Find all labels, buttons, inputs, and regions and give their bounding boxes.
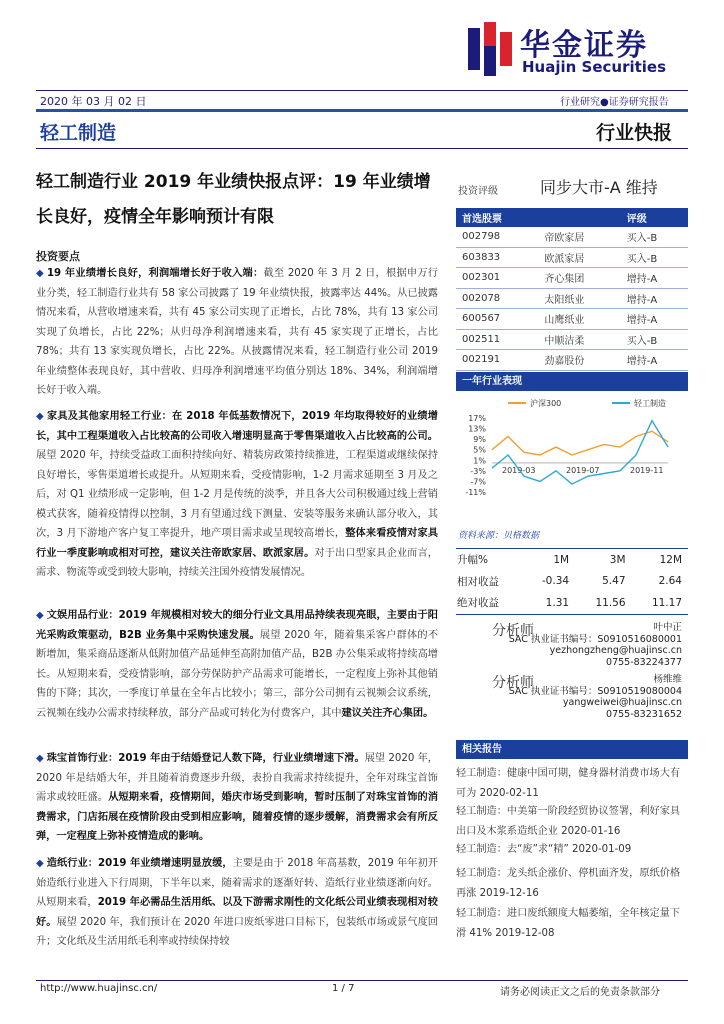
analyst-label: 分析师 <box>492 623 534 639</box>
table-header-row <box>456 208 688 227</box>
stock-name: 中顺洁柔 <box>538 329 620 350</box>
related-report-item[interactable]: 轻工制造：进口废纸额度大幅萎缩，全年核定量下滑 41% 2019-12-08 <box>456 908 681 939</box>
table-header-cell <box>538 208 620 227</box>
stock-code: 002798 <box>456 227 538 247</box>
chart-source: 资料来源：贝格数据 <box>458 531 540 541</box>
stock-rating: 增持-A <box>621 268 688 289</box>
y-tick-label: -7% <box>470 477 486 487</box>
rating-label: 投资评级 <box>458 186 498 197</box>
perf-value: 11.56 <box>575 592 631 614</box>
sector-title: 轻工制造 <box>40 122 117 144</box>
report-title: 轻工制造行业 2019 年业绩快报点评：19 年业绩增长良好，疫情全年影响预计有限 <box>36 172 431 227</box>
table-row <box>456 592 688 614</box>
footer-disclaimer: 请务必阅读正文之后的免责条款部分 <box>500 987 660 998</box>
x-tick-label: 2019-03 <box>502 465 536 475</box>
footer-url[interactable]: http://www.huajinsc.cn/ <box>40 983 158 994</box>
stock-code: 002078 <box>456 288 538 309</box>
table-row <box>456 329 688 350</box>
table-header-cell: 评级 <box>621 208 688 227</box>
table-header-cell: 首选股票 <box>456 208 538 227</box>
x-tick-label: 2019-07 <box>566 465 600 475</box>
analyst-phone: 0755-83224377 <box>606 656 682 668</box>
stock-rating: 买入-B <box>621 329 688 350</box>
footer-divider <box>36 980 688 981</box>
table-row <box>456 268 688 289</box>
legend-label: 沪深300 <box>530 399 562 408</box>
analyst-phone: 0755-83231652 <box>606 708 682 720</box>
table-row <box>456 571 688 593</box>
related-section-title: 相关报告 <box>456 740 688 759</box>
table-row <box>456 350 688 371</box>
stock-name: 欧派家居 <box>538 247 620 268</box>
analyst-email[interactable]: yezhongzheng@huajinsc.cn <box>549 645 682 656</box>
report-date: 2020 年 03 月 02 日 <box>40 95 147 108</box>
brand-name-cn: 华金证券 <box>520 28 648 63</box>
brand-name-en: Huajin Securities <box>522 58 667 76</box>
analyst-details <box>456 674 682 720</box>
table-header-cell: 3M <box>575 549 631 571</box>
bullet-icon: ◆ <box>36 268 44 279</box>
performance-section-title: 一年行业表现 <box>456 372 688 391</box>
stock-rating: 买入-B <box>621 227 688 247</box>
related-report-item[interactable]: 轻工制造：健康中国可期，健身器材消费市场大有可为 2020-02-11 <box>456 768 681 799</box>
stock-code: 002191 <box>456 350 538 371</box>
stock-name: 太阳纸业 <box>538 288 620 309</box>
table-header-cell: 升幅% <box>456 549 523 571</box>
rating-value: 同步大市-A 维持 <box>540 178 658 197</box>
perf-value: -0.34 <box>541 575 570 588</box>
paragraph-stationery: ◆ 文娱用品行业：2019 年规模相对较大的细分行业文具用品持续表现亮眼，主要由于阳光采购政策驱动，B2B 业务集中采购快速发展。展望 2020 年，随着集采客户群体的不断增加，集采商品逐渐从低附加值产品延伸至高附加值产品，B2B 办公集采或将持续高增长。从短期来看，受疫情影响，部分劳保防护产品需求可能增长，一定程度上弥补其他销售的下降；其次，一季度订单量在全年占比较小；第三，部分公司拥有云视频会议系统，云视频在线办公需求持续释放，部分产品或可转化为付费客户，其中建议关注齐心集团。 <box>36 610 439 719</box>
related-report-item[interactable]: 轻工制造：龙头纸企涨价、停机面齐发，原纸价格再涨 2019-12-16 <box>456 868 681 899</box>
stock-code: 002511 <box>456 329 538 350</box>
stock-rating: 增持-A <box>621 350 688 371</box>
y-tick-label: 9% <box>473 435 486 445</box>
table-row <box>456 288 688 309</box>
stock-rating: 买入-B <box>621 247 688 268</box>
report-category: 行业研究●证券研究报告 <box>560 97 669 108</box>
page-number: 1 / 7 <box>332 983 355 994</box>
key-points-label: 投资要点 <box>36 250 80 263</box>
header-divider <box>36 90 688 91</box>
stock-code: 600567 <box>456 309 538 330</box>
legend-label: 轻工制造 <box>634 399 666 408</box>
analyst-name: 叶中正 <box>653 622 682 633</box>
bullet-icon: ◆ <box>36 753 44 764</box>
stock-name: 劲嘉股份 <box>538 350 620 371</box>
stock-name: 山鹰纸业 <box>538 309 620 330</box>
y-tick-label: -11% <box>465 488 486 497</box>
huajin-logo-icon <box>468 22 512 76</box>
preferred-stocks-table <box>456 208 688 371</box>
stock-code: 603833 <box>456 247 538 268</box>
analyst-name: 杨维维 <box>653 674 682 685</box>
perf-value: 5.47 <box>602 575 626 588</box>
y-tick-label: -3% <box>470 466 486 476</box>
table-header-row <box>456 549 688 571</box>
table-row <box>456 227 688 247</box>
stock-code: 002301 <box>456 268 538 289</box>
table-row <box>456 247 688 268</box>
related-report-item[interactable]: 轻工制造：中美第一阶段经贸协议签署，利好家具出口及木浆系造纸企业 2020-01-16 <box>456 806 681 837</box>
stock-name: 齐心集团 <box>538 268 620 289</box>
table-header-cell: 12M <box>632 549 688 571</box>
stock-rating: 增持-A <box>621 288 688 309</box>
y-tick-label: 1% <box>473 456 486 466</box>
related-report-item[interactable]: 轻工制造：去“废”求“精” 2020-01-09 <box>456 844 632 855</box>
paragraph-furniture: ◆ 家具及其他家用轻工行业：在 2018 年低基数情况下，2019 年均取得较好的业绩增长，其中工程渠道收入占比较高的公司收入增速明显高于零售渠道收入占比较高的公司。展望 2020 年，持续受益政工面积持续向好、精装房政策持续推进，工程渠道或继续保持良好增长，零售渠道增长或提升。从短期来看，受疫情影响，1-2 月需求延期至 3 月及之后，对 Q1 业绩形成一定影响，但 1-2 月是传统的淡季，并且各大公司积极通过线上营销模式获客，随着疫情得以控制，3 月有望通过线下测量、安装等服务来确认部分收入，其次，3 月下游地产客户复工率提升，地产项目需求或呈现较高增长，整体来看疫情对家具行业一季度影响或相对可控，建议关注帝欧家居、欧派家居。对于出口型家具企业而言，需求、物流等或受到较大影响，持续关注国外疫情发展情况。 <box>36 411 439 578</box>
stock-rating: 增持-A <box>621 309 688 330</box>
header-divider-2 <box>36 148 688 149</box>
y-tick-label: 17% <box>468 414 486 423</box>
header-accent-bar <box>36 109 688 112</box>
perf-value: 1.31 <box>523 592 575 614</box>
bullet-icon: ◆ <box>36 858 44 869</box>
paragraph-jewelry: ◆ 珠宝首饰行业：2019 年由于结婚登记人数下降，行业业绩增速下滑。展望 2020 年，2020 年是结婚大年，并且随着消费逐步升级，表扮自我需求持续提升，全年对珠宝首饰需求或较旺盛。从短期来看，疫情期间，婚庆市场受到影响，暂时压制了对珠宝首饰的消费需求，门店拓展在疫情阶段由受到相应影响，随着疫情的逐步缓解，消费需求会有所反弹，一定程度上弥补疫情造成的影响。 <box>36 753 439 842</box>
bullet-icon: ◆ <box>36 610 44 621</box>
analyst-sac: SAC 执业证书编号：S0910516080001 <box>508 633 682 645</box>
report-type: 行业快报 <box>596 122 673 144</box>
perf-label: 相对收益 <box>457 575 499 588</box>
analyst-label: 分析师 <box>492 675 534 691</box>
x-tick-label: 2019-11 <box>630 465 664 475</box>
table-row <box>456 309 688 330</box>
analyst-email[interactable]: yangweiwei@huajinsc.cn <box>562 697 682 708</box>
stock-name: 帝欧家居 <box>538 227 620 247</box>
y-tick-label: 5% <box>473 445 486 455</box>
table-header-cell: 1M <box>523 549 575 571</box>
perf-label: 绝对收益 <box>456 592 523 614</box>
paragraph-paper: ◆ 造纸行业：2019 年业绩增速明显放缓，主要是由于 2018 年高基数，2019 年年初开始造纸行业进入下行周期，下半年以来，随着需求的逐渐好转、造纸行业业绩逐渐向好。从短期来看，2019 年必需品生活用纸、以及下游需求刚性的文化纸公司业绩表现相对较好。展望 2020 年，我们预计在 2020 年进口废纸零进口目标下，包装纸市场或景气度回升；文化纸及生活用纸毛利率或持续保持较 <box>36 858 438 947</box>
perf-value: 2.64 <box>658 575 682 588</box>
analyst-sac: SAC 执业证书编号：S0910519080004 <box>508 685 682 697</box>
paragraph-earnings: ◆ 19 年业绩增长良好，利润端增长好于收入端：截至 2020 年 3 月 2 日，根据申万行业分类，轻工制造行业共有 58 家公司披露了 19 年业绩快报，披露率达 44%。从已披露情况来看，从营收增速来看，共有 45 家公司实现了正增长，占比 78%，共有 13 家公司实现了负增长，占比 22%；从归母净利润增速来看，共有 45 家实现了正增长，占比 78%；共有 13 家实现负增长，占比 22%。从披露情况来看，轻工制造行业公司 2019 年业绩整体表现良好，其中营收、归母净利润增速平均值分别达 18%、34%，利润端增长好于收入端。 <box>36 268 438 396</box>
performance-table <box>456 548 688 615</box>
y-tick-label: 13% <box>468 424 486 434</box>
industry-performance-chart <box>456 396 688 508</box>
bullet-icon: ◆ <box>36 411 44 422</box>
analyst-details <box>456 622 682 668</box>
perf-value: 11.17 <box>632 592 688 614</box>
